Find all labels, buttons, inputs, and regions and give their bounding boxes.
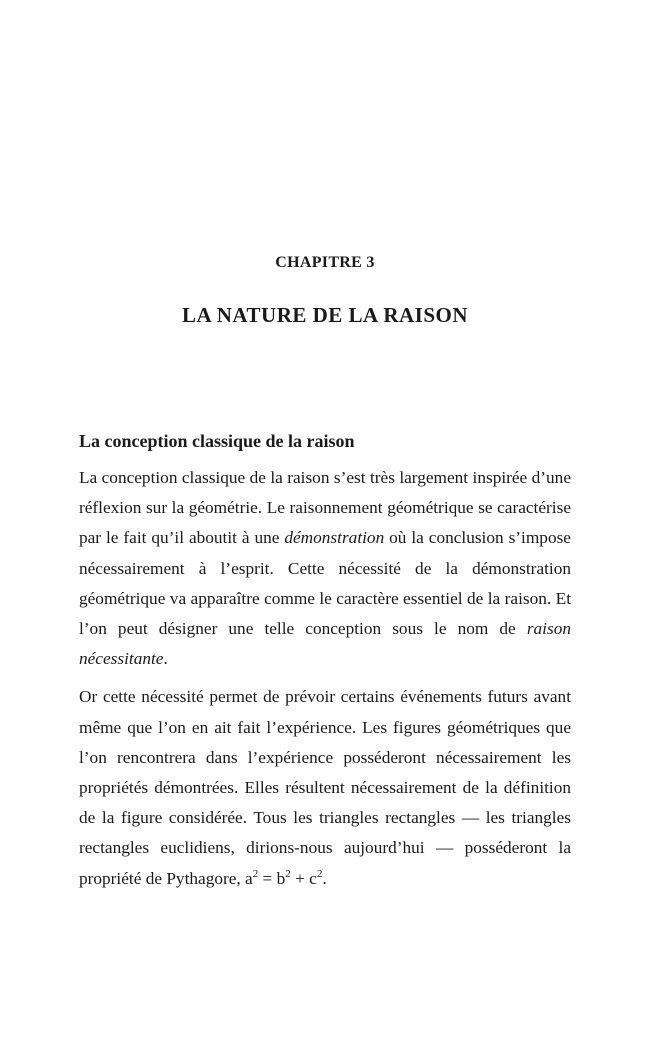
formula-a: a bbox=[245, 868, 253, 888]
paragraph-1-text-a: La conception classique de la raison s’est très largement inspirée d’une réflexion sur la géométrie. Le raisonnement géométrique se caractérise par le fait qu’il aboutit à une bbox=[79, 468, 571, 548]
italic-term-demonstration: démonstration bbox=[284, 528, 385, 548]
exponent-a: 2 bbox=[252, 867, 259, 880]
chapter-number: CHAPITRE 3 bbox=[275, 254, 375, 271]
paragraph-2 bbox=[79, 682, 571, 893]
exponent-b: 2 bbox=[285, 867, 291, 880]
exponent-c: 2 bbox=[316, 867, 323, 880]
chapter-title: LA NATURE DE LA RAISON bbox=[182, 303, 468, 327]
italic-term-raison-necessitante: raison nécessitante bbox=[79, 619, 571, 669]
paragraph-1 bbox=[79, 463, 571, 674]
paragraph-2-text: Or cette nécessité permet de prévoir certains événements futurs avant même que l’on en ait fait l’expérience. Les figures géométriques que l’on rencontrera dans l’expérience posséderont nécessairement les propriétés démontrées. Elles résultent nécessairement de la définition de la figure considérée. Tous les triangles rectangles — les triangles rectangles euclidiens, dirions-nous aujourd’hui — posséderont la propriété de Pythagore, bbox=[79, 687, 571, 888]
section-heading: La conception classique de la raison bbox=[79, 431, 355, 451]
body-text bbox=[79, 428, 571, 894]
paragraph-1-text-b: où la conclusion s’impose nécessairement à l’esprit. Cette nécessité de la démonstration géométrique va apparaître comme le caractère essentiel de la raison. Et l’on peut désigner une telle conception sous le nom de bbox=[79, 528, 571, 639]
formula-equals-b: = b bbox=[258, 868, 286, 888]
formula-end: . bbox=[322, 868, 327, 888]
formula-plus-c: + c bbox=[290, 868, 317, 888]
paragraph-1-text-c: . bbox=[163, 649, 168, 669]
